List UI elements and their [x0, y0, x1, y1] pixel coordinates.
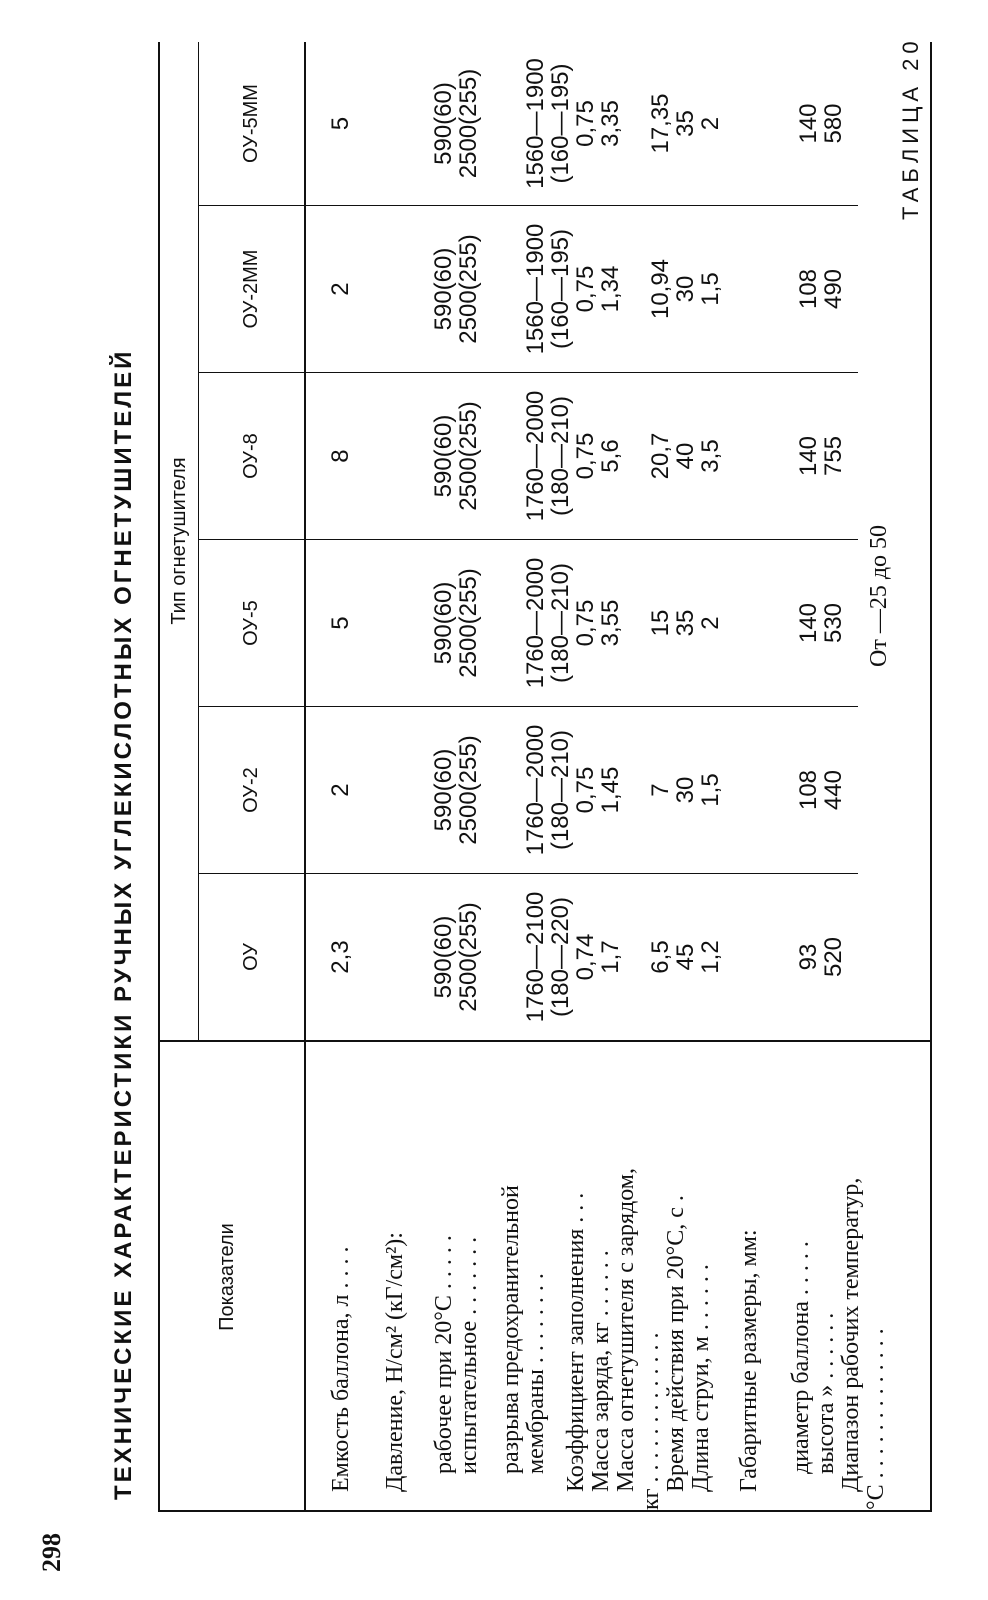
diameter-value: 140 — [795, 103, 822, 144]
action-time-value: 45 — [672, 943, 699, 971]
left-rule — [158, 1510, 932, 1512]
total-mass-value: 10,94 — [647, 258, 674, 320]
row-label-burst: разрыва предохранительной — [498, 1185, 524, 1474]
header-bottom-rule — [304, 42, 306, 1512]
working-pressure-value: 590(60) — [430, 247, 457, 331]
top-rule — [158, 42, 160, 1512]
col-ou-2mm-values — [328, 206, 846, 372]
col-ou-5mm-values — [328, 42, 846, 205]
action-time-value: 35 — [672, 609, 699, 637]
test-pressure-value: 2500(255) — [455, 902, 482, 1012]
type-ou-2mm: ОУ-2ММ — [240, 249, 262, 329]
test-pressure-value: 2500(255) — [455, 68, 482, 179]
height-value: 520 — [820, 936, 847, 978]
jet-length-value: 1,2 — [697, 940, 724, 974]
jet-length-value: 3,5 — [697, 439, 724, 473]
page-number: 298 — [37, 1533, 66, 1572]
row-label-height: высота » . . . . . . — [813, 1312, 839, 1474]
row-label-burst-cont: мембраны . . . . . . . . — [523, 1273, 549, 1474]
charge-mass-value: 1,34 — [597, 265, 624, 313]
action-time-value: 35 — [672, 110, 699, 137]
row-label-test: испытательное . . . . . . . — [456, 1236, 482, 1474]
test-pressure-value: 2500(255) — [455, 735, 482, 845]
type-ou-5: ОУ-5 — [240, 600, 262, 646]
table-title: ТЕХНИЧЕСКИЕ ХАРАКТЕРИСТИКИ РУЧНЫХ УГЛЕКИСЛОТНЫХ ОГНЕТУШИТЕЛЕЙ — [110, 348, 137, 1500]
action-time-value: 30 — [672, 776, 699, 804]
diameter-value: 108 — [795, 769, 822, 811]
row-label-diameter: диаметр баллона . . . . . — [788, 1241, 814, 1474]
col-ou-8-values — [328, 373, 846, 539]
fill-coefficient-value: 0,75 — [572, 599, 599, 647]
burst-pressure-value: 1760—2000 — [522, 390, 549, 522]
indicators-header: Показатели — [216, 1223, 238, 1331]
diameter-value: 108 — [795, 268, 822, 310]
action-time-value: 30 — [672, 275, 699, 303]
fill-coefficient-value: 0,75 — [572, 100, 599, 147]
total-mass-value: 17,35 — [647, 93, 674, 154]
total-mass-value: 20,7 — [647, 432, 674, 480]
row-label-time: Время действия при 20°С, с . — [663, 1195, 689, 1492]
fill-coefficient-value: 0,75 — [572, 265, 599, 313]
capacity-value: 2 — [327, 783, 354, 797]
charge-mass-value: 1,45 — [597, 766, 624, 814]
burst-pressure-value: 1560—1900 — [522, 58, 549, 189]
group-header-rule — [198, 42, 199, 1040]
indicator-column-rule — [158, 1040, 932, 1042]
height-value: 440 — [820, 769, 847, 811]
working-pressure-value: 590(60) — [430, 414, 457, 498]
burst-pressure-kg-value: (180—210) — [547, 562, 574, 684]
height-value: 755 — [820, 435, 847, 477]
jet-length-value: 1,5 — [697, 272, 724, 306]
row-label-dims: Габаритные размеры, мм: — [736, 1229, 762, 1492]
row-label-total-mass: Масса огнетушителя с зарядом, — [613, 1168, 639, 1492]
col-ou-values — [328, 874, 846, 1040]
test-pressure-value: 2500(255) — [455, 568, 482, 678]
row-label-capacity: Емкость баллона, л . . . . — [328, 1246, 354, 1492]
action-time-value: 40 — [672, 442, 699, 470]
working-pressure-value: 590(60) — [430, 82, 457, 165]
capacity-value: 8 — [327, 449, 354, 463]
height-value: 490 — [820, 268, 847, 310]
charge-mass-value: 3,55 — [597, 599, 624, 647]
type-ou-5mm: ОУ-5ММ — [240, 84, 262, 163]
burst-pressure-kg-value: (160—195) — [547, 63, 574, 184]
row-label-total-mass-cont: кг . . . . . . . . . . . . . — [638, 1332, 664, 1510]
diameter-value: 140 — [795, 602, 822, 644]
type-ou: ОУ — [240, 943, 262, 971]
charge-mass-value: 3,35 — [597, 100, 624, 147]
table-label: ТАБЛИЦА 20 — [898, 36, 923, 220]
col-ou-5-values — [328, 540, 846, 706]
height-value: 530 — [820, 602, 847, 644]
capacity-value: 5 — [327, 616, 354, 630]
charge-mass-value: 1,7 — [597, 940, 624, 974]
capacity-value: 5 — [327, 116, 354, 131]
burst-pressure-kg-value: (180—210) — [547, 395, 574, 517]
type-ou-8: ОУ-8 — [240, 433, 262, 479]
height-value: 580 — [820, 103, 847, 144]
total-mass-value: 6,5 — [647, 940, 674, 974]
row-label-working: рабочее при 20°С . . . . . — [431, 1235, 457, 1474]
working-pressure-value: 590(60) — [430, 748, 457, 832]
capacity-value: 2,3 — [327, 940, 354, 974]
fill-coefficient-value: 0,75 — [572, 766, 599, 814]
charge-mass-value: 5,6 — [597, 439, 624, 473]
row-label-fill: Коэффициент заполнения . . . — [563, 1192, 589, 1492]
burst-pressure-value: 1760—2000 — [522, 724, 549, 856]
diameter-value: 93 — [795, 943, 822, 971]
working-pressure-value: 590(60) — [430, 581, 457, 665]
burst-pressure-kg-value: (180—220) — [547, 896, 574, 1018]
col-ou-2-values — [328, 707, 846, 873]
total-mass-value: 15 — [647, 609, 674, 637]
fill-coefficient-value: 0,75 — [572, 432, 599, 480]
burst-pressure-kg-value: (180—210) — [547, 729, 574, 851]
extinguisher-type-header: Тип огнетушителя — [168, 457, 190, 625]
test-pressure-value: 2500(255) — [455, 234, 482, 344]
row-label-pressure: Давление, Н/см² (кГ/см²): — [382, 1232, 408, 1492]
burst-pressure-kg-value: (160—195) — [547, 228, 574, 350]
diameter-value: 140 — [795, 435, 822, 477]
burst-pressure-value: 1760—2000 — [522, 557, 549, 689]
row-label-temp-range-cont: °С . . . . . . . . . . . . . — [863, 1328, 889, 1510]
row-label-charge-mass: Масса заряда, кг . . . . . . — [588, 1250, 614, 1492]
total-mass-value: 7 — [647, 783, 674, 797]
specs-table — [158, 42, 934, 1512]
jet-length-value: 2 — [697, 116, 724, 131]
jet-length-value: 2 — [697, 616, 724, 630]
burst-pressure-value: 1760—2100 — [522, 891, 549, 1023]
capacity-value: 2 — [327, 282, 354, 296]
fill-coefficient-value: 0,74 — [572, 933, 599, 981]
row-label-temp-range: Диапазон рабочих температур, — [838, 1177, 864, 1492]
type-ou-2: ОУ-2 — [240, 767, 262, 813]
bottom-rule — [930, 42, 932, 1512]
burst-pressure-value: 1560—1900 — [522, 223, 549, 355]
working-pressure-value: 590(60) — [430, 915, 457, 999]
row-label-jet: Длина струи, м . . . . . . — [688, 1264, 714, 1492]
jet-length-value: 1,5 — [697, 773, 724, 807]
temperature-range-value: От —25 до 50 — [866, 524, 892, 667]
test-pressure-value: 2500(255) — [455, 401, 482, 511]
